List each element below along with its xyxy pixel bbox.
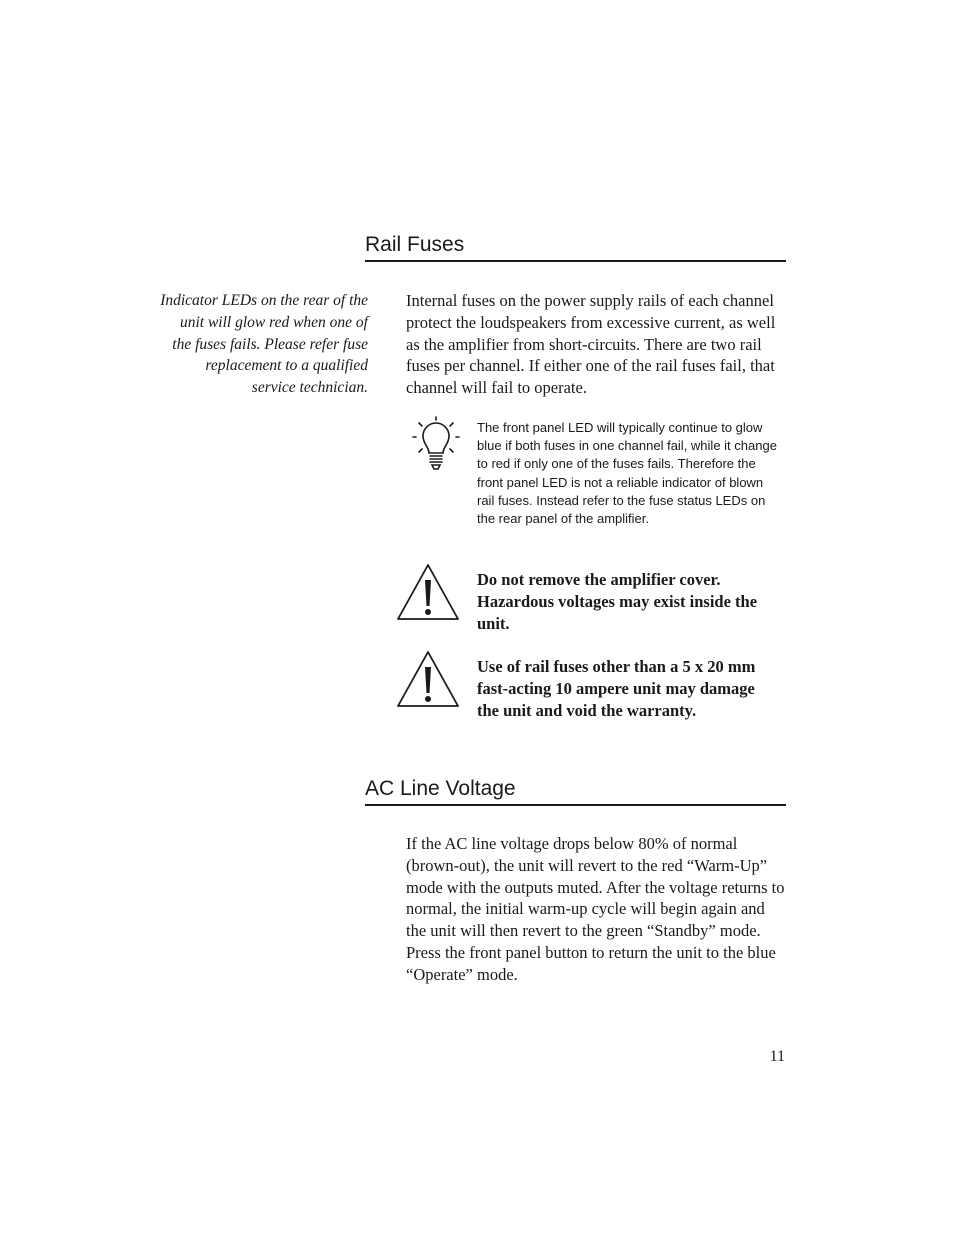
warning-icon [395,562,461,622]
warning-cover-text: Do not remove the amplifier cover. Hazardous voltages may exist inside the unit. [477,570,758,633]
rail-fuses-heading: Rail Fuses [365,232,786,262]
ac-line-voltage-body: If the AC line voltage drops below 80% of normal (brown-out), the unit will revert to the red “Warm-Up” mode with the outputs muted. After the voltage returns to normal, the initial warm-up cycle will begin again and the unit will then revert to the green “Standby” mode. Press the front panel button to return the unit to the blue “Operate” mode. [406,834,785,984]
rail-fuses-body: Internal fuses on the power supply rails of each channel protect the loudspeakers from excessive current, as well as the amplifier from short-circuits. There are two rail fuses per channel. If either one of the rail fuses fail, that channel will fail to operate. [406,291,776,398]
rail-fuses-sidenote: Indicator LEDs on the rear of the unit will glow red when one of the fuses fails. Please refer fuse replacement to a qualified service technician. [160,292,368,397]
tip-note-text: The front panel LED will typically continue to glow blue if both fuses in one channel fail, while it change to red if only one of the fuses fails. Therefore the front panel LED is not a reliable indicator of blown rail fuses. Instead refer to the fuse status LEDs on the rear panel of the amplifier. [477,420,777,527]
lightbulb-icon [412,416,460,472]
page-number: 11 [769,1048,785,1065]
warning-icon [395,649,461,709]
ac-line-voltage-heading: AC Line Voltage [365,776,786,806]
warning-fuse-text: Use of rail fuses other than a 5 x 20 mm fast-acting 10 ampere unit may damage the unit and void the warranty. [477,657,756,720]
